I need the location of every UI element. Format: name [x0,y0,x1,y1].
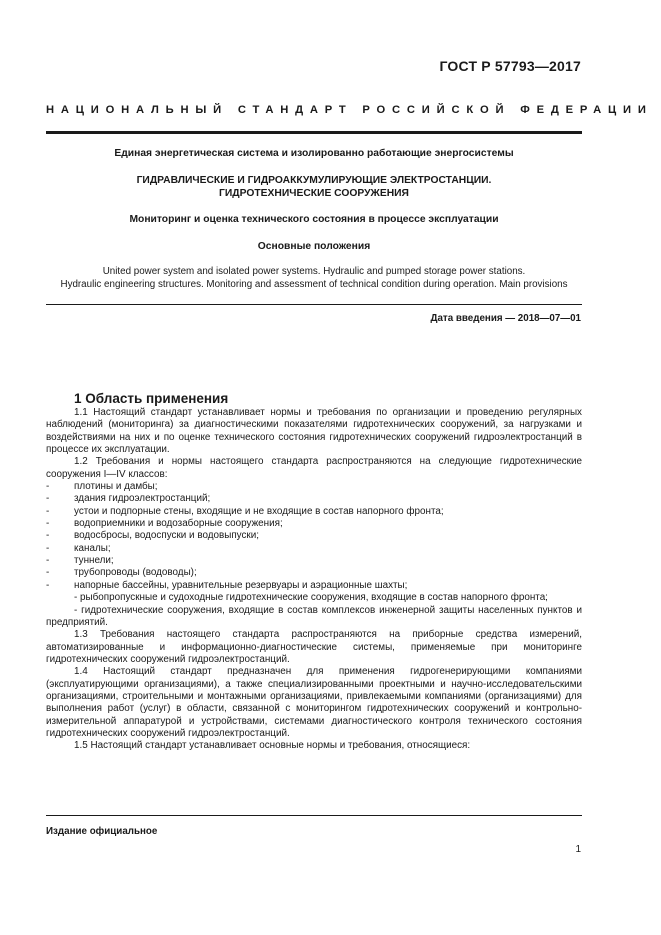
list-dash: - [46,481,50,493]
national-standard-title: НАЦИОНАЛЬНЫЙ СТАНДАРТ РОССИЙСКОЙ ФЕДЕРАЦИИ [46,104,653,116]
list-item [46,555,582,567]
footer-divider [46,815,582,816]
list-dash: - [74,604,78,616]
list-dash: - [74,592,78,604]
edition-label: Издание официальное [46,826,158,837]
list-item [46,567,582,579]
list-item [46,592,582,604]
list-item-text: напорные бассейны, уравнительные резервуары и аэрационные шахты; [74,579,408,591]
structures-list [46,481,582,629]
list-item-text: здания гидроэлектростанций; [74,493,211,505]
header-divider [46,131,582,134]
list-item [46,506,582,518]
paragraph-1-4: 1.4 Настоящий стандарт предназначен для применения гидрогенерирующими компаниями (эксплуатирующими организациями), а также специализированными проектными и научно-исследовательскими организациями, строительными и монтажными организациями, привлекаемыми компаниями (организациями) для выполнения работ (услуг) в области, связанной с мониторингом гидротехнических сооружений и контрольно-измерительной аппаратурой и устройствами, системами диагностического контроля технического состояния гидротехнических сооружений гидроэлектростанций. [46,666,582,739]
list-dash: - [46,555,50,567]
list-item-text: каналы; [74,542,111,554]
list-item [46,518,582,530]
paragraph-1-1: 1.1 Настоящий стандарт устанавливает нормы и требования по организации и проведению регулярных наблюдений (мониторинга) за диагностическими показателями гидротехнических сооружений, за нагрузками и воздействиями на них и по оценке технического состояния гидротехнических сооружений гидроэлектростанций в процессе их эксплуатации. [46,407,582,456]
list-item-text: гидротехнические сооружения, входящие в состав комплексов инженерной защиты населенных пунктов и предприятий. [46,604,582,628]
list-item-text: устои и подпорные стены, входящие и не входящие в состав напорного фронта; [74,505,444,517]
list-item [46,481,582,493]
list-item [46,493,582,505]
list-item-text: рыбопропускные и судоходные гидротехнические сооружения, входящие в состав напорного фронта; [80,592,548,604]
section-body [46,407,582,753]
page-number: 1 [575,844,581,855]
list-item [46,530,582,542]
paragraph-1-5: 1.5 Настоящий стандарт устанавливает основные нормы и требования, относящиеся: [74,740,471,752]
list-dash: - [46,567,50,579]
list-item-text: водосбросы, водоспуски и водовыпуски; [74,530,260,542]
list-dash: - [46,518,50,530]
title-divider [46,304,582,305]
document-number: ГОСТ Р 57793—2017 [439,58,581,74]
title-english [46,265,582,291]
title-provisions: Основные положения [257,241,371,252]
title-main-line-1: ГИДРАВЛИЧЕСКИЕ И ГИДРОАККУМУЛИРУЮЩИЕ ЭЛЕКТРОСТАНЦИИ. [136,175,492,186]
list-dash: - [46,493,50,505]
title-subject: Мониторинг и оценка технического состояния в процессе эксплуатации [129,214,499,225]
title-english-line-1: United power system and isolated power systems. Hydraulic and pumped storage power stations. [102,266,526,277]
title-main [46,175,582,200]
list-item-text: водоприемники и водозаборные сооружения; [74,518,283,530]
list-dash: - [46,579,50,591]
list-item [46,543,582,555]
paragraph-1-3: 1.3 Требования настоящего стандарта распространяются на приборные средства измерений, автоматизированные и информационно-диагностические системы, применяемые при мониторинге гидротехнических сооружений гидроэлектростанций. [46,629,582,665]
title-system: Единая энергетическая система и изолированно работающие энергосистемы [114,148,514,159]
title-english-line-2: Hydraulic engineering structures. Monitoring and assessment of technical condition during operation. Main provisions [60,279,568,290]
list-dash: - [46,542,50,554]
paragraph-1-2: 1.2 Требования и нормы настоящего стандарта распространяются на следующие гидротехнические сооружения I—IV классов: [46,456,582,480]
title-main-line-2: ГИДРОТЕХНИЧЕСКИЕ СООРУЖЕНИЯ [219,187,409,199]
list-item-text: трубопроводы (водоводы); [74,567,197,579]
list-dash: - [46,530,50,542]
introduction-date: Дата введения — 2018—07—01 [430,313,581,324]
list-item-text: туннели; [74,555,114,567]
list-dash: - [46,505,50,517]
list-item-text: плотины и дамбы; [74,481,158,493]
list-item [46,580,582,592]
list-item [46,605,582,630]
section-heading: 1 Область применения [74,391,229,406]
